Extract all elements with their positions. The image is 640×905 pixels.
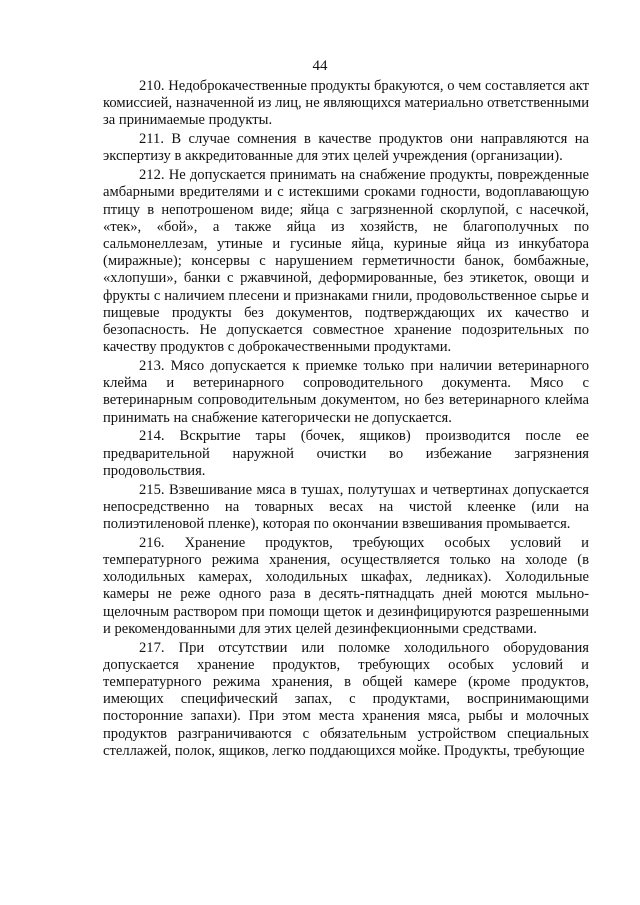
paragraph-210: 210. Недоброкачественные продукты бракуются, о чем составляется акт комиссией, назначенной из лиц, не являющихся материально ответственными за принимаемые продукты. bbox=[103, 78, 589, 129]
paragraph-217: 217. При отсутствии или поломке холодильного оборудования допускается хранение продуктов, требующих особых условий и температурного режима хранения, в общей камере (кроме продуктов, имеющих специфический запах, с продуктами, воспринимающими посторонние запахи). При этом места хранения мяса, рыбы и молочных продуктов разграничиваются с обязательным устройством специальных стеллажей, полок, ящиков, легко поддающихся мойке. Продукты, требующие bbox=[103, 639, 589, 759]
paragraph-212: 212. Не допускается принимать на снабжение продукты, поврежденные амбарными вредителями и с истекшими сроками годности, водоплавающую птицу в непотрошеном виде; яйца с загрязненной скорлупой, с насечкой, «тек», «бой», а также яйца из хозяйств, не благополучных по сальмонеллезам, утиные и гусиные яйца, куриные яйца из инкубатора (миражные); консервы с нарушением герметичности банок, бомбажные, «хлопуши», банки с ржавчиной, деформированные, без этикеток, овощи и фрукты с наличием плесени и признаками гнили, продовольственное сырье и пищевые продукты без документов, подтверждающих их качество и безопасность. Не допускается совместное хранение подозрительных по качеству продуктов с доброкачественными продуктами. bbox=[103, 167, 589, 356]
page-number: 44 bbox=[312, 58, 328, 74]
paragraph-216: 216. Хранение продуктов, требующих особых условий и температурного режима хранения, осуществляется только на холоде (в холодильных камерах, холодильных шкафах, ледниках). Холодильные камеры не реже одного раза в десять-пятнадцать дней моются мыльно-щелочным раствором при помощи щеток и дезинфицируются разрешенными и рекомендованными для этих целей дезинфекционными средствами. bbox=[103, 534, 589, 637]
paragraph-214: 214. Вскрытие тары (бочек, ящиков) производится после ее предварительной наружной очистки во избежание загрязнения продовольствия. bbox=[103, 428, 589, 479]
paragraph-215: 215. Взвешивание мяса в тушах, полутушах и четвертинах допускается непосредственно на товарных весах на чистой клеенке (или на полиэтиленовой пленке), которая по окончании взвешивания промывается. bbox=[103, 481, 589, 533]
document-body bbox=[103, 78, 589, 762]
paragraph-211: 211. В случае сомнения в качестве продуктов они направляются на экспертизу в аккредитованные для этих целей учреждения (организации). bbox=[103, 131, 589, 165]
paragraph-213: 213. Мясо допускается к приемке только при наличии ветеринарного клейма и ветеринарного сопроводительного документа. Мясо с ветеринарным сопроводительным документом, но без ветеринарного клейма принимать на снабжение категорически не допускается. bbox=[103, 358, 589, 426]
